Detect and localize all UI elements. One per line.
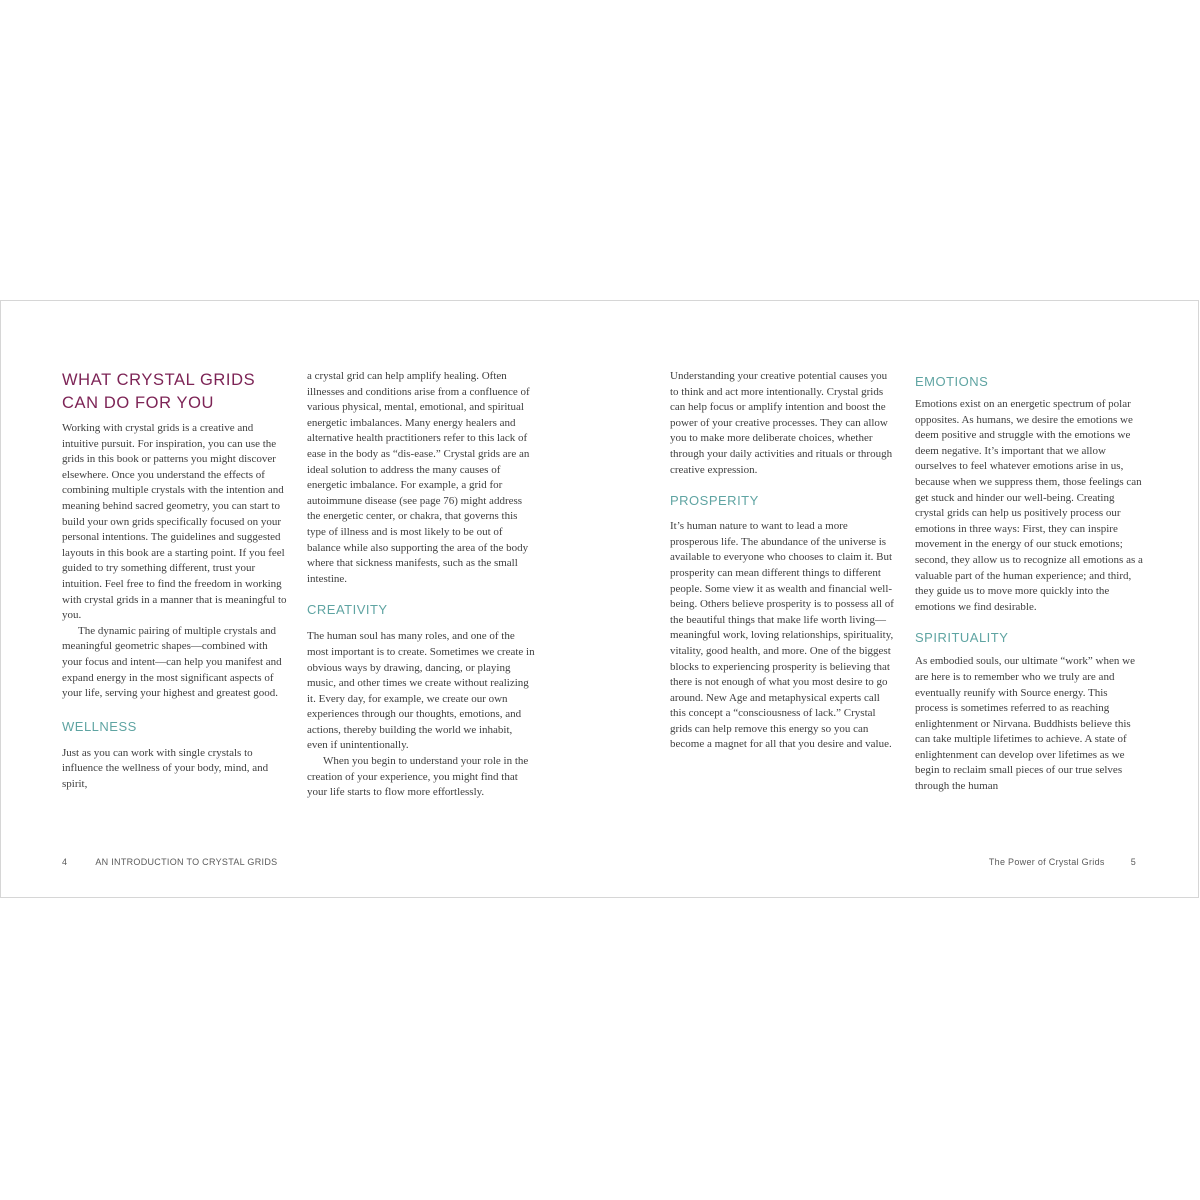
right-page-column-2 — [915, 369, 1143, 795]
wellness-paragraph-start: Just as you can work with single crystals to influence the wellness of your body, mind, and spirit, — [62, 746, 269, 790]
prosperity-heading: PROSPERITY — [670, 493, 759, 509]
emotions-heading: EMOTIONS — [915, 374, 989, 389]
spirituality-heading: SPIRITUALITY — [915, 630, 1009, 646]
left-running-footer: AN INTRODUCTION TO CRYSTAL GRIDS — [95, 857, 278, 867]
creativity-heading: CREATIVITY — [307, 602, 388, 618]
right-page-column-1 — [670, 369, 896, 753]
creativity-paragraph-2: When you begin to understand your role in the creation of your experience, you might find that your life starts to flow more effortlessly. — [307, 755, 529, 799]
page-title: WHAT CRYSTAL GRIDS CAN DO FOR YOU — [62, 371, 256, 412]
prosperity-paragraph: It’s human nature to want to lead a more prosperous life. The abundance of the universe is available to everyone who chooses to claim it. But prosperity can mean different things to different people. Some view it as wealth and financial well-being. Others believe prosperity is to possess all of the beautiful things that make life worth living—meaningful work, loving relationships, spirituality, vitality, good health, and more. One of the biggest blocks to experiencing prosperity is believing that there is not enough of what you most desire to go around. New Age and metaphysical experts call this concept a “consciousness of lack.” Crystal grids can help remove this energy so you can become a magnet for all that you desire and value. — [670, 520, 894, 751]
book-spread — [0, 300, 1199, 898]
left-page-footer — [62, 857, 277, 867]
wellness-paragraph-continued: a crystal grid can help amplify healing. Often illnesses and conditions arise from a confluence of various physical, mental, emotional, and spiritual energetic imbalances. Many energy healers and alternative health practitioners refer to this lack of ease in the body as “dis-ease.” Crystal grids are an ideal solution to address the many causes of energetic imbalance. For example, a grid for autoimmune disease (see page 76) might address the energetic center, or chakra, that governs this type of illness and is most likely to be out of balance while also supporting the area of the body where that sickness manifests, such as the small intestine. — [307, 370, 530, 585]
emotions-paragraph: Emotions exist on an energetic spectrum of polar opposites. As humans, we desire the emotions we deem positive and struggle with the emotions we deem negative. It’s important that we allow ourselves to feel whatever emotions arise in us, because when we suppress them, those feelings can get stuck and hinder our well-being. Creating crystal grids can help us positively process our emotions in three ways: First, they can inspire movement in the energy of our stuck emotions; second, they allow us to recognize all emotions as a valuable part of the human experience; and third, they guide us to move more quickly into the emotions we find desirable. — [915, 398, 1143, 613]
wellness-heading: WELLNESS — [62, 718, 137, 734]
intro-paragraph-1: Working with crystal grids is a creative and intuitive pursuit. For inspiration, you can use the grids in this book or patterns you might discover elsewhere. Once you understand the effects of combining multiple crystals with the intention and meaning behind sacred geometry, you can start to build your own grids specifically focused on your personal intentions. The guidelines and suggested layouts in this book are a starting point. If you feel guided to try something different, trust your intuition. Feel free to find the freedom in working with crystal grids in a manner that is meaningful to you. — [62, 422, 287, 622]
spirituality-paragraph: As embodied souls, our ultimate “work” when we are here is to remember who we truly are and eventually reunify with Source energy. This process is sometimes referred to as reaching enlightenment or Nirvana. Buddhists believe this can take multiple lifetimes to achieve. A state of enlightenment can develop over lifetimes as we begin to reclaim small pieces of our true selves through the human — [915, 655, 1135, 793]
right-running-footer: The Power of Crystal Grids — [988, 857, 1105, 867]
creativity-paragraph-1: The human soul has many roles, and one of the most important is to create. Sometimes we create in obvious ways by drawing, dancing, or playing music, and other times we create without realizing it. Every day, for example, we create our own experiences through our thoughts, emotions, and actions, thereby building the world we inhabit, even if unintentionally. — [307, 630, 535, 752]
right-page-number: 5 — [1130, 857, 1136, 867]
left-page-column-2 — [307, 369, 535, 801]
left-page-column-1 — [62, 369, 288, 792]
intro-paragraph-2: The dynamic pairing of multiple crystals and meaningful geometric shapes—combined with your focus and intent—can help you manifest and expand energy in the most significant aspects of your life, serving your highest and greatest good. — [62, 624, 282, 700]
left-page-number: 4 — [62, 857, 68, 867]
creativity-paragraph-3: Understanding your creative potential causes you to think and act more intentionally. Crystal grids can help focus or amplify intention and boost the power of your creative processes. They can allow you to make more deliberate choices, whether through your daily activities and rituals or through creative expression. — [670, 370, 893, 476]
right-page-footer — [989, 857, 1136, 867]
